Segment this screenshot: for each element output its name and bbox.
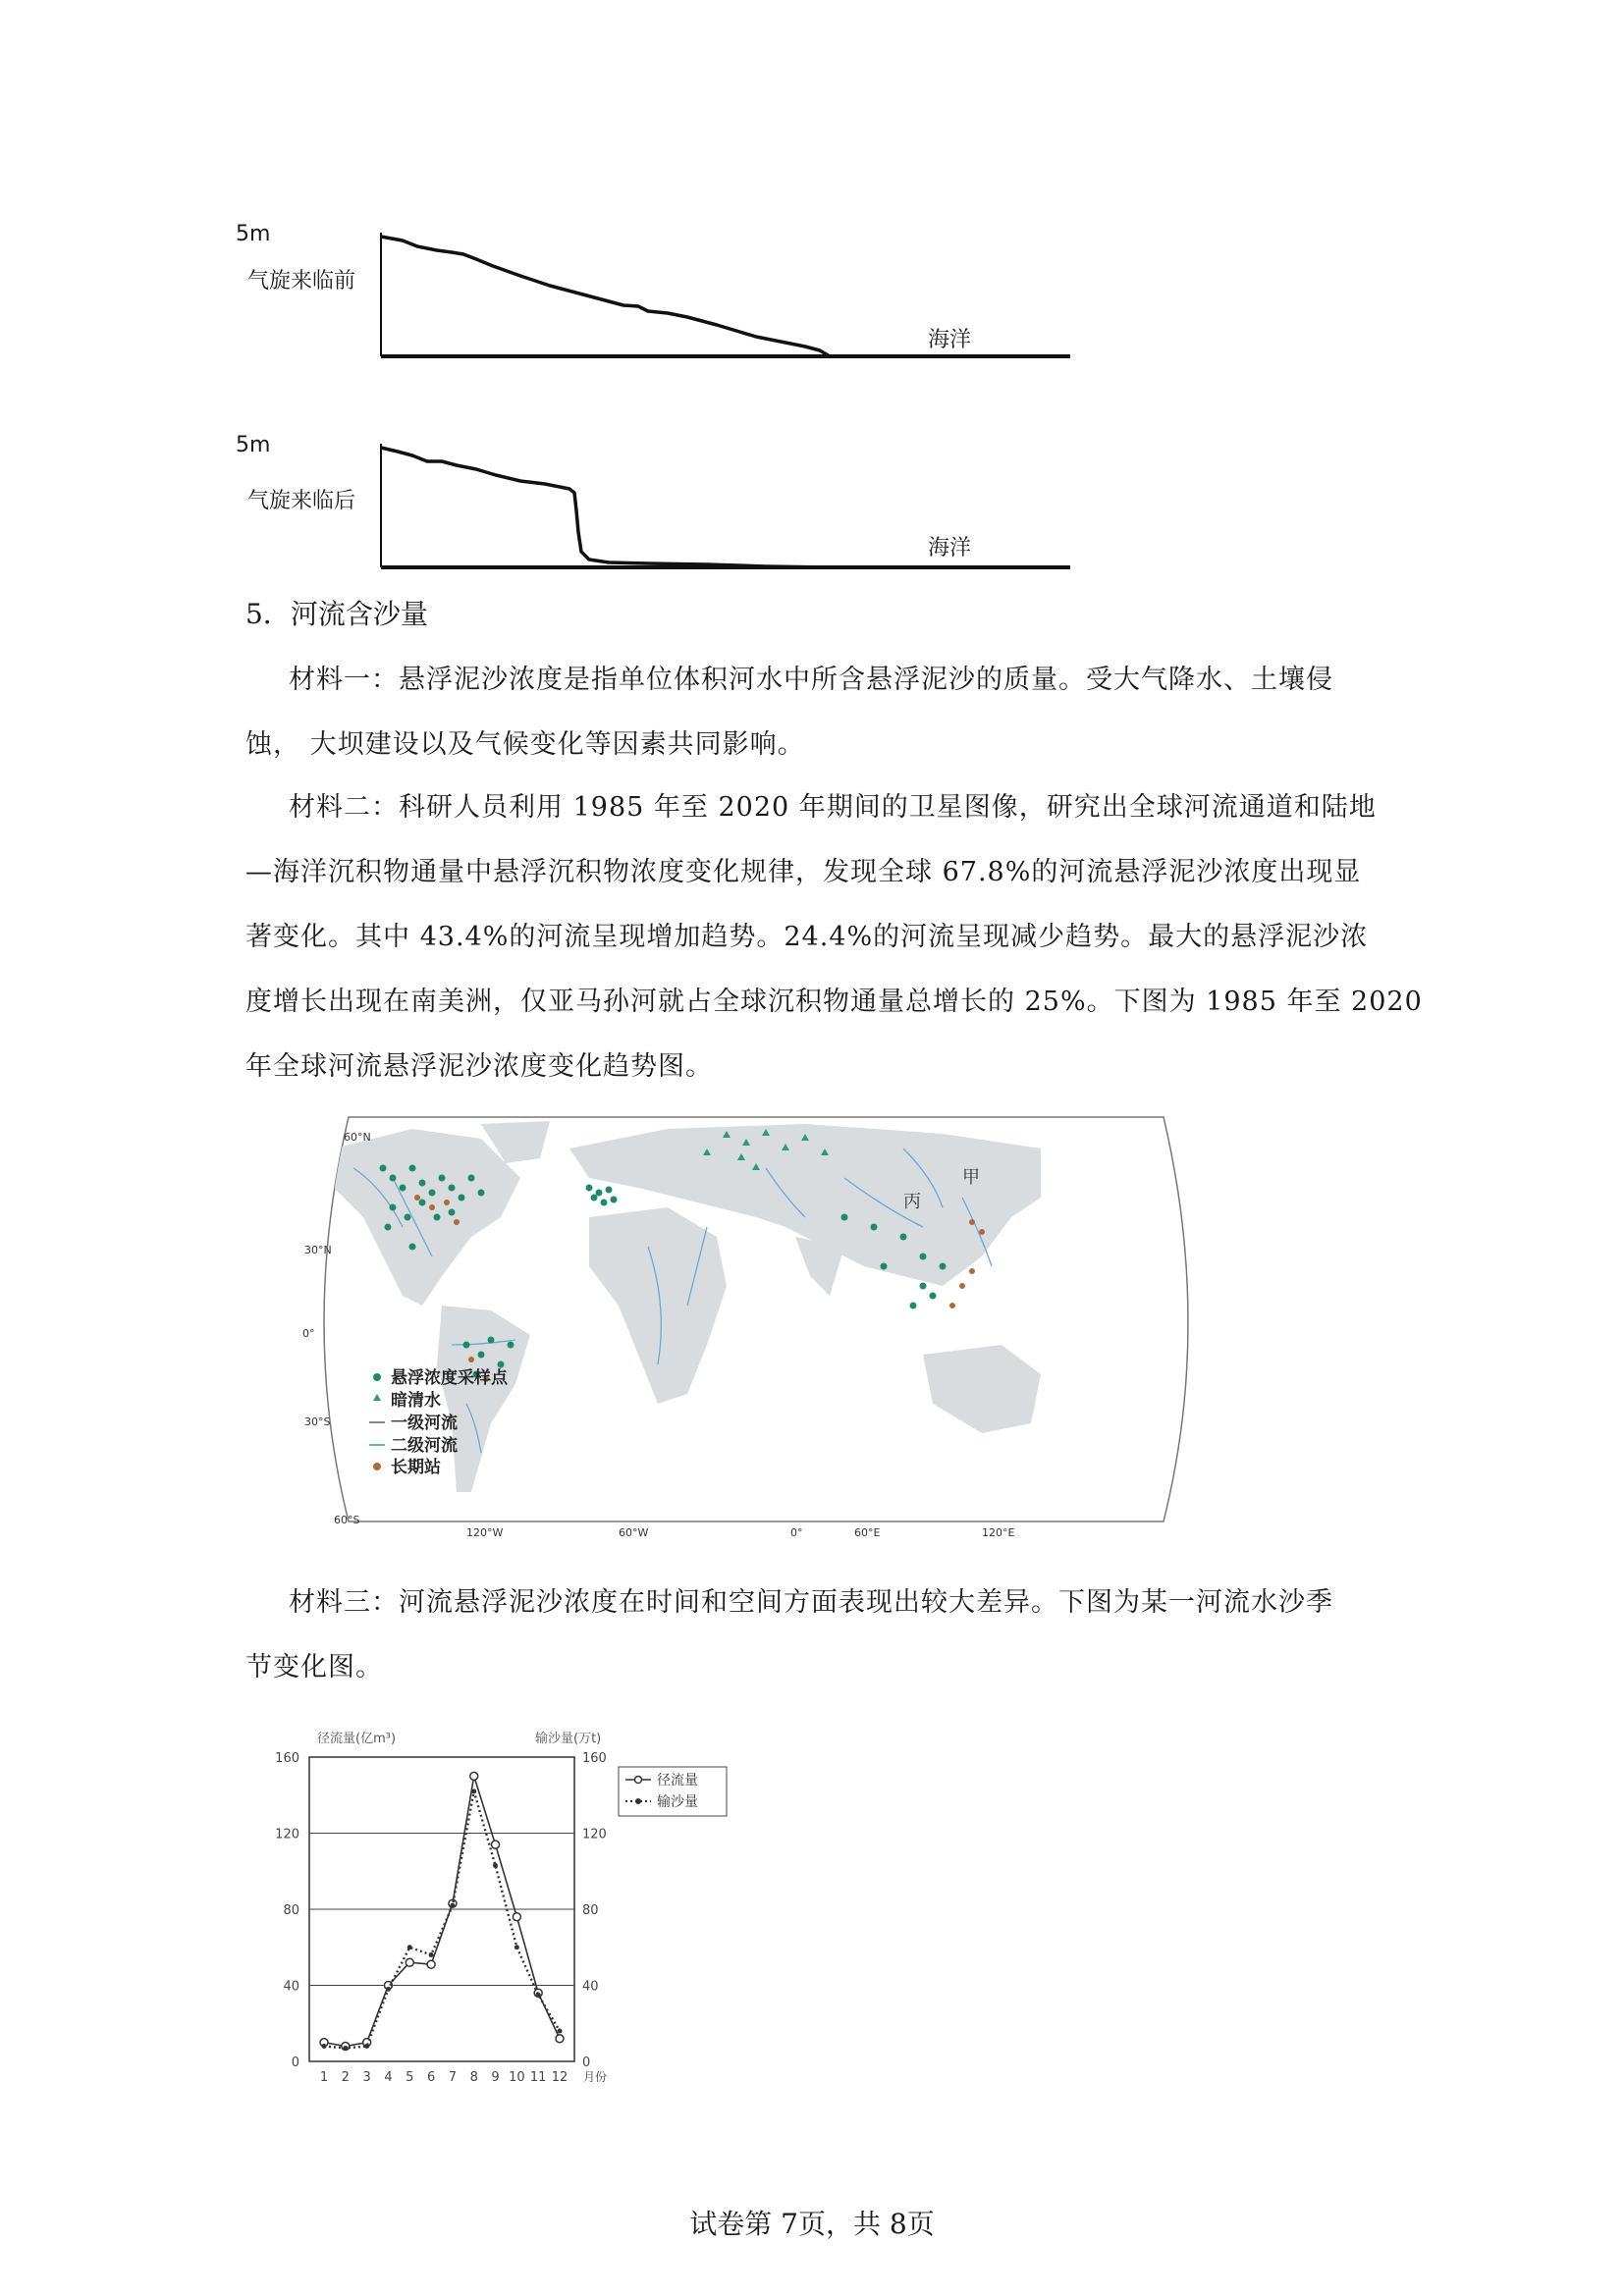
- profile-before-side-label: 气旋来临前: [247, 269, 356, 294]
- y-left-tick-label: 80: [283, 1903, 299, 1918]
- profile-after-height-label: 5m: [236, 433, 271, 457]
- legend-long-term-station: 长期站: [391, 1458, 441, 1477]
- x-tick-label: 8: [469, 2070, 478, 2085]
- profile-before-figure: [236, 211, 1080, 368]
- legend-secondary-river: 二级河流: [391, 1436, 458, 1456]
- lat-label-0: 0°: [302, 1327, 315, 1340]
- runoff-point: [492, 1841, 500, 1848]
- x-tick-label: 1: [319, 2070, 329, 2085]
- chart-grid: [309, 1757, 574, 2061]
- y-left-axis-label: 径流量(亿m³): [317, 1732, 397, 1746]
- lat-label-60s: 60°S: [334, 1514, 360, 1526]
- x-tick-label: 10: [509, 2070, 525, 2085]
- page-footer: 试卷第 7页，共 8页: [689, 2208, 935, 2240]
- x-tick-label: 12: [551, 2070, 568, 2085]
- x-tick-label: 3: [362, 2070, 371, 2085]
- profile-after-sea-label: 海洋: [928, 536, 972, 561]
- x-tick-label: 2: [341, 2070, 350, 2085]
- material-three-line-1: 材料三：河流悬浮泥沙浓度在时间和空间方面表现出较大差异。下图为某一河流水沙季: [289, 1587, 1333, 1618]
- material-one-line-2: 蚀， 大坝建设以及气候变化等因素共同影响。: [245, 729, 805, 760]
- runoff-point: [513, 1913, 520, 1921]
- legend-sample: 悬浮浓度采样点: [391, 1368, 508, 1388]
- legend-sediment: 输沙量: [657, 1794, 698, 1810]
- place-label-bing: 丙: [903, 1192, 921, 1212]
- lon-label-60e: 60°E: [854, 1526, 881, 1539]
- legend-clear-water: 暗清水: [391, 1391, 441, 1411]
- x-tick-label: 6: [426, 2070, 436, 2085]
- sediment-point: [343, 2046, 348, 2051]
- runoff-line: [324, 1776, 560, 2046]
- runoff-point: [470, 1772, 478, 1780]
- sediment-point: [514, 1945, 519, 1949]
- lon-label-0: 0°: [790, 1526, 803, 1539]
- sediment-point: [471, 1789, 476, 1793]
- x-tick-label: 4: [384, 2070, 393, 2085]
- section-title: 5．河流含沙量: [245, 598, 428, 630]
- sediment-point: [386, 1987, 391, 1992]
- lat-label-30n: 30°N: [304, 1244, 332, 1256]
- x-tick-label: 11: [529, 2070, 547, 2085]
- sediment-point: [322, 2044, 327, 2049]
- material-three-line-2: 节变化图。: [245, 1652, 383, 1682]
- runoff-point: [427, 1960, 435, 1968]
- profile-before-height-label: 5m: [236, 222, 271, 246]
- y-right-tick-label: 160: [582, 1751, 607, 1766]
- lat-label-30s: 30°S: [304, 1415, 331, 1428]
- y-right-tick-label: 120: [582, 1827, 607, 1842]
- material-two-line-1: 材料二：科研人员利用 1985 年至 2020 年期间的卫星图像，研究出全球河流通道和陆地: [289, 792, 1377, 823]
- y-right-axis-label: 输沙量(万t): [535, 1732, 602, 1746]
- sediment-point: [407, 1945, 412, 1949]
- material-two: [245, 775, 1423, 1099]
- water-sediment-chart: [250, 1713, 761, 2106]
- x-axis-label: 月份: [583, 2070, 608, 2084]
- y-left-tick-label: 120: [275, 1827, 299, 1842]
- profile-after-side-label: 气旋来临后: [247, 489, 356, 513]
- material-one: [245, 648, 1384, 777]
- y-left-tick-label: 0: [291, 2056, 299, 2070]
- material-three: [245, 1571, 1384, 1700]
- y-left-tick-label: 40: [283, 1979, 299, 1995]
- lon-label-60w: 60°W: [619, 1526, 649, 1539]
- place-label-jia: 甲: [962, 1167, 980, 1188]
- runoff-point: [556, 2035, 564, 2043]
- runoff-point: [406, 1958, 413, 1966]
- sediment-point: [364, 2044, 369, 2049]
- profile-after-figure: [236, 422, 1080, 579]
- lat-label-60n: 60°N: [344, 1131, 371, 1144]
- sediment-point: [536, 1993, 541, 1998]
- chart-legend: [619, 1767, 727, 1816]
- lon-label-120e: 120°E: [982, 1526, 1015, 1539]
- lon-label-120w: 120°W: [466, 1526, 504, 1539]
- material-two-line-4: 度增长出现在南美洲，仅亚马孙河就占全球沉积物通量总增长的 25%。下图为 1985 年至 2020: [245, 987, 1423, 1017]
- y-right-tick-label: 40: [582, 1979, 599, 1995]
- world-sediment-map: [295, 1109, 1218, 1541]
- chart-lines: [320, 1772, 564, 2051]
- sediment-point: [558, 2029, 563, 2034]
- x-tick-label: 7: [448, 2070, 458, 2085]
- x-tick-label: 5: [406, 2070, 414, 2085]
- profile-before-sea-label: 海洋: [928, 328, 972, 352]
- material-two-line-3: 著变化。其中 43.4%的河流呈现增加趋势。24.4%的河流呈现减少趋势。最大的悬浮泥沙浓: [245, 922, 1369, 952]
- sediment-point: [429, 1952, 434, 1957]
- material-two-line-2: —海洋沉积物通量中悬浮沉积物浓度变化规律，发现全球 67.8%的河流悬浮泥沙浓度出现显: [245, 857, 1362, 887]
- legend-runoff: 径流量: [657, 1773, 698, 1789]
- material-one-line-1: 材料一：悬浮泥沙浓度是指单位体积河水中所含悬浮泥沙的质量。受大气降水、土壤侵: [289, 665, 1333, 695]
- sediment-line: [324, 1791, 560, 2049]
- y-left-tick-label: 160: [275, 1751, 299, 1766]
- x-tick-label: 9: [491, 2070, 500, 2085]
- sediment-point: [493, 1863, 498, 1868]
- legend-primary-river: 一级河流: [391, 1414, 458, 1433]
- y-right-tick-label: 80: [582, 1903, 599, 1918]
- material-two-line-5: 年全球河流悬浮泥沙浓度变化趋势图。: [245, 1051, 713, 1082]
- y-right-tick-label: 0: [582, 2056, 591, 2070]
- sediment-point: [450, 1903, 455, 1908]
